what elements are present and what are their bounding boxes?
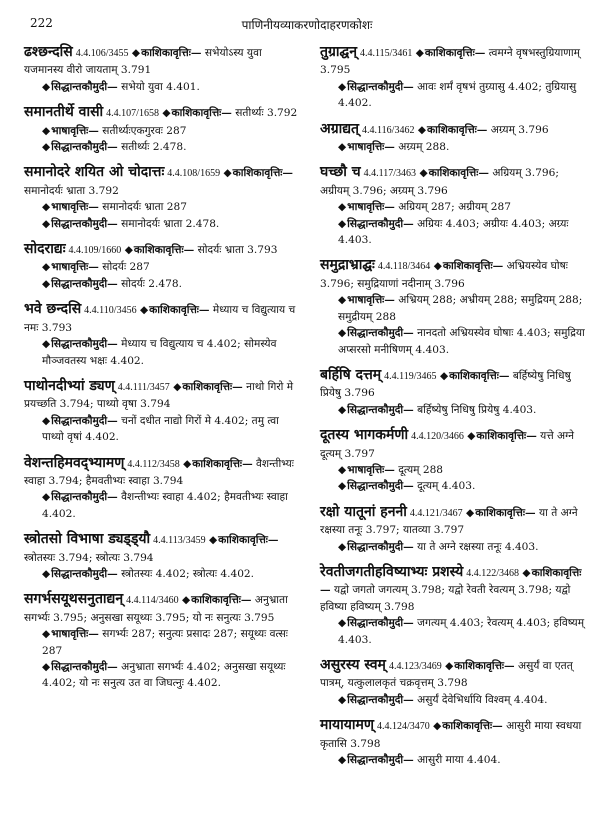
- commentary-source: ◆ भाषावृत्तिः—: [338, 141, 395, 153]
- commentary-citation: [125, 244, 278, 256]
- example-text: असुर्यं वा एतत् पात्रम्, यत्कुलालकृतं चक्रवृत्तम् 3.798: [320, 660, 573, 690]
- commentary-source: ◆ सिद्धान्तकौमुदी—: [42, 415, 118, 427]
- commentary-source: ◆ काशिकावृत्तिः—: [440, 370, 510, 382]
- commentary-source: ◆ सिद्धान्तकौमुदी—: [338, 480, 414, 492]
- sutra-entry: [320, 717, 590, 768]
- example-text: अभ्रियम् 288; अभ्रीयम् 288; समुद्रियम् 288; समुद्रीयम् 288: [338, 294, 583, 323]
- sutra-entry: [320, 44, 590, 112]
- example-text: मेध्याय च विद्युत्याय च 4.402; सोमस्येव मौञ्जवतस्य भक्षः 4.402.: [42, 338, 277, 367]
- sutra-headword: मायायामण्: [320, 717, 374, 734]
- sutra-reference: 4.4.124/3470: [376, 721, 430, 733]
- commentary-citation: [24, 123, 300, 139]
- commentary-source: ◆ भाषावृत्तिः—: [42, 261, 99, 273]
- sutra-headword: स्त्रोतसो विभाषा ड्यड्ड्यौ: [24, 531, 151, 548]
- sutra-reference: 4.4.106/3455: [75, 48, 129, 59]
- commentary-source: ◆ सिद्धान्तकौमुदी—: [338, 754, 414, 766]
- example-text: मेध्याय च विद्युत्याय च नमः 3.793: [24, 304, 296, 334]
- sutra-reference: 4.4.122/3468: [466, 567, 520, 579]
- commentary-source: ◆ सिद्धान्तकौमुदी—: [338, 541, 414, 553]
- commentary-citation: [24, 199, 300, 215]
- page-number: 222: [30, 16, 53, 30]
- sutra-reference: 4.4.118/3464: [377, 261, 431, 273]
- example-text: समानोदर्यः भ्राता 2.478.: [121, 217, 220, 230]
- sutra-entry: [320, 427, 590, 495]
- sutra-headword: वेशन्तहिमवद्भ्यामण्: [24, 454, 125, 471]
- sutra-headword: बर्हिषि दत्तम्: [320, 366, 382, 383]
- example-text: समानोदर्यः भ्राता 3.792: [24, 184, 119, 197]
- sutra-reference: 4.4.109/1660: [68, 245, 122, 257]
- sutra-headword: ढश्छन्दसि: [24, 44, 73, 60]
- commentary-citation: [24, 276, 300, 292]
- text-columns: [24, 44, 590, 777]
- example-text: नानदतो अभ्रियस्येव घोषाः 4.403; समुद्रिया अप्सरसो मनीषिणम् 4.403.: [338, 327, 585, 356]
- example-text: अग्र्यम् 3.796: [490, 123, 549, 136]
- example-text: नाथो गिरो मे प्रयच्छति 3.794; पाथ्यो वृषा 3.794: [24, 380, 294, 411]
- sutra-reference: 4.4.121/3467: [409, 507, 463, 519]
- example-text: असुर्यं देवेभिर्धायि विश्वम् 4.404.: [417, 693, 548, 706]
- running-head: [24, 14, 590, 36]
- sutra-headword: रक्षो यातूनां हननी: [320, 503, 407, 520]
- example-text: अग्र्यम् 288.: [398, 141, 450, 154]
- book-title: पाणिनीयव्याकरणोदाहरणकोशः: [241, 18, 373, 32]
- example-text: स्त्रोतस्यः 3.794; स्त्रोत्यः 3.794: [24, 551, 154, 564]
- commentary-source: ◆ सिद्धान्तकौमुदी—: [42, 661, 118, 673]
- commentary-source: ◆ सिद्धान्तकौमुदी—: [338, 218, 414, 230]
- sutra-reference: 4.4.117/3463: [363, 168, 417, 180]
- example-text: वैशन्तीभ्यः स्वाहा 4.402; हैमवतीभ्यः स्वाहा 4.402.: [42, 491, 288, 520]
- commentary-source: ◆ काशिकावृत्तिः—: [434, 260, 504, 272]
- sutra-reference: 4.4.123/3469: [388, 661, 442, 672]
- commentary-source: ◆ काशिकावृत्तिः—: [445, 660, 515, 672]
- example-text: आवः शर्मं वृषभं तुग्र्यासु 4.402; तुग्रियासु 4.402.: [338, 80, 577, 110]
- sutra-reference: 4.4.107/1658: [106, 108, 159, 120]
- commentary-source: ◆ काशिकावृत्तिः—: [418, 124, 488, 136]
- left-column: [24, 44, 300, 777]
- sutra-entry: [24, 241, 300, 292]
- commentary-source: ◆ काशिकावृत्तिः—: [162, 107, 232, 119]
- example-text: सतीर्थ्यःएकगुरवः 287: [102, 124, 187, 137]
- example-text: आसुरी माया स्वधया कृतासि 3.798: [320, 720, 582, 750]
- example-text: दूत्यम् 288: [398, 463, 444, 476]
- sutra-entry: [320, 121, 590, 156]
- example-text: त्वमग्ने वृषभस्तुग्रियाणाम् 3.795: [320, 47, 580, 77]
- sutra-headword: तुग्राद्घन्: [320, 44, 357, 60]
- commentary-citation: [24, 659, 300, 692]
- sutra-headword: दूतस्य भागकर्मणी: [320, 427, 409, 444]
- commentary-citation: [24, 489, 300, 522]
- commentary-source: ◆ भाषावृत्तिः—: [42, 628, 99, 640]
- commentary-source: ◆ काशिकावृत्तिः—: [183, 458, 253, 470]
- sutra-entry: [24, 44, 300, 95]
- sutra-entry: [24, 378, 300, 446]
- sutra-headword: समानोदरे शयित ओ चोदात्तः: [24, 164, 165, 181]
- sutra-entry: [320, 564, 590, 648]
- sutra-headword: रेवतीजगतीहविष्याभ्यः प्रशस्ये: [320, 563, 464, 580]
- example-text: यत्ते अग्ने दूत्यम् 3.797: [320, 430, 574, 460]
- example-text: सोदर्यः भ्राता 3.793: [197, 244, 278, 257]
- example-text: अनुभ्राता सगर्भ्यः 3.795; अनुसखा सयूथ्यः 3.795; यो नः सनुत्यः 3.795: [24, 594, 288, 624]
- sutra-reference: 4.4.111/3457: [117, 381, 170, 393]
- example-text: चनों दधीत नाद्यो गिरों मे 4.402; तमु त्वा पाथ्यो वृषां 4.402.: [42, 414, 279, 444]
- commentary-citation: [320, 79, 590, 112]
- sutra-entry: [24, 591, 300, 691]
- example-text: जगत्यम् 4.403; रेवत्यम् 4.403; हविष्यम् 4.403.: [338, 617, 585, 646]
- sutra-entry: [320, 257, 590, 357]
- sutra-entry: [24, 301, 300, 369]
- commentary-source: ◆ काशिकावृत्तिः—: [419, 167, 489, 179]
- commentary-source: ◆ काशिकावृत्तिः—: [223, 167, 293, 179]
- sutra-entry: [24, 531, 300, 582]
- commentary-source: ◆ काशिकावृत्तिः—: [125, 244, 195, 256]
- commentary-citation: [320, 402, 590, 418]
- commentary-source: ◆ भाषावृत्तिः—: [338, 201, 395, 213]
- sutra-reference: 4.4.116/3462: [362, 124, 415, 136]
- example-text: बर्हिष्येषु निधिषु प्रियेषु 3.796: [320, 369, 571, 400]
- commentary-source: ◆ भाषावृत्तिः—: [42, 201, 99, 213]
- commentary-source: ◆ काशिकावृत्तिः—: [416, 47, 486, 59]
- sutra-reference: 4.4.112/3458: [127, 458, 180, 470]
- sutra-reference: 4.4.119/3465: [384, 370, 437, 382]
- commentary-citation: [320, 752, 590, 768]
- example-text: समानोदर्यः भ्राता 287: [102, 201, 187, 214]
- example-text: दूत्यम् 4.403.: [417, 480, 476, 493]
- commentary-citation: [320, 478, 590, 494]
- sutra-reference: 4.4.114/3460: [126, 595, 179, 607]
- commentary-citation: [320, 216, 590, 249]
- example-text: वैशन्तीभ्यः स्वाहा 3.794; हैमवतीभ्यः स्वाहा 3.794: [24, 457, 294, 487]
- commentary-source: ◆ काशिकावृत्तिः—: [466, 507, 536, 519]
- commentary-source: ◆ सिद्धान्तकौमुदी—: [338, 81, 414, 93]
- commentary-citation: [24, 139, 300, 155]
- sutra-headword: अग्राद्यत्: [320, 120, 360, 137]
- commentary-source: ◆ काशिकावृत्तिः—: [209, 534, 279, 546]
- example-text: सभेयोऽस्य युवा यजमानस्य वीरो जायताम् 3.791: [24, 47, 262, 77]
- sutra-entry: [24, 164, 300, 232]
- commentary-source: ◆ काशिकावृत्तिः—: [132, 47, 202, 59]
- commentary-citation: [320, 199, 590, 215]
- commentary-source: ◆ भाषावृत्तिः—: [338, 464, 395, 476]
- example-text: अग्रियम् 3.796; अग्रीयम् 3.796; अग्र्यम् 3.796: [320, 167, 559, 197]
- commentary-citation: [24, 566, 300, 582]
- example-text: अनुभ्राता सगर्भ्यः 4.402; अनुसखा सयूथ्यः 4.402; यो नः सनुत्य उत वा जिघत्नुः 4.402.: [42, 661, 286, 690]
- sutra-headword: असुरस्य स्वम्: [320, 657, 386, 673]
- commentary-citation: [24, 259, 300, 275]
- commentary-citation: [320, 47, 580, 76]
- right-column: [320, 44, 590, 777]
- commentary-citation: [320, 325, 590, 358]
- commentary-source: ◆ सिद्धान्तकौमुदी—: [42, 338, 118, 350]
- example-text: अभ्रियस्येव घोषः 3.796; समुद्रियाणां नदीनाम् 3.796: [320, 260, 568, 290]
- commentary-source: ◆ भाषावृत्तिः—: [42, 125, 99, 137]
- sutra-reference: 4.4.115/3461: [359, 48, 413, 59]
- commentary-source: ◆ सिद्धान्तकौमुदी—: [42, 568, 118, 580]
- commentary-citation: [24, 336, 300, 369]
- commentary-citation: [24, 216, 300, 232]
- commentary-citation: [162, 107, 297, 119]
- commentary-source: ◆ सिद्धान्तकौमुदी—: [42, 81, 118, 93]
- example-text: आसुरी माया 4.404.: [417, 754, 501, 767]
- sutra-entry: [24, 455, 300, 523]
- example-text: स्त्रोतस्यः 4.402; स्त्रोत्यः 4.402.: [121, 567, 255, 580]
- sutra-entry: [24, 104, 300, 155]
- sutra-entry: [320, 657, 590, 708]
- sutra-reference: 4.4.108/1659: [167, 168, 221, 180]
- commentary-source: ◆ काशिकावृत्तिः—: [173, 381, 243, 393]
- sutra-entry: [320, 504, 590, 555]
- sutra-headword: पाथोनदीभ्यां ड्यण्: [24, 377, 115, 394]
- commentary-source: ◆ सिद्धान्तकौमुदी—: [42, 218, 118, 230]
- sutra-reference: 4.4.120/3466: [411, 431, 464, 443]
- commentary-source: ◆ सिद्धान्तकौमुदी—: [338, 327, 414, 339]
- example-text: या ते अग्ने रक्षस्या तनूः 4.403.: [417, 540, 539, 553]
- commentary-citation: [418, 124, 549, 136]
- sutra-reference: 4.4.113/3459: [153, 535, 206, 547]
- commentary-source: ◆ सिद्धान्तकौमुदी—: [338, 404, 414, 416]
- commentary-citation: [24, 626, 300, 659]
- commentary-citation: [320, 539, 590, 555]
- example-text: सतीर्थ्यः 2.478.: [121, 141, 187, 154]
- commentary-citation: [320, 139, 590, 155]
- sutra-entry: [320, 367, 590, 418]
- commentary-source: ◆ सिद्धान्तकौमुदी—: [338, 617, 414, 629]
- example-text: सोदर्यः 2.478.: [121, 277, 183, 290]
- example-text: अग्रियः 4.403; अग्रीयः 4.403; अग्र्यः 4.403.: [338, 217, 569, 247]
- sutra-headword: समुद्राभ्राद्घः: [320, 257, 375, 274]
- sutra-headword: समानतीर्थे वासी: [24, 104, 104, 121]
- sutra-reference: 4.4.110/3456: [84, 305, 137, 317]
- commentary-citation: [320, 462, 590, 478]
- sutra-headword: सोदराद्यः: [24, 241, 66, 258]
- commentary-source: ◆ सिद्धान्तकौमुदी—: [338, 694, 414, 706]
- commentary-source: ◆ सिद्धान्तकौमुदी—: [42, 141, 118, 153]
- example-text: अग्रियम् 287; अग्रीयम् 287: [398, 201, 511, 214]
- commentary-source: ◆ काशिकावृत्तिः—: [467, 430, 537, 442]
- commentary-citation: [24, 413, 300, 446]
- commentary-source: ◆ सिद्धान्तकौमुदी—: [42, 491, 118, 503]
- commentary-source: ◆ सिद्धान्तकौमुदी—: [42, 278, 118, 290]
- example-text: सतीर्थ्यः 3.792: [235, 107, 298, 120]
- example-text: बर्हिष्येषु निधिषु प्रियेषु 4.403.: [417, 403, 537, 416]
- commentary-source: ◆ काशिकावृत्तिः—: [182, 594, 252, 606]
- commentary-source: ◆ भाषावृत्तिः—: [338, 294, 395, 306]
- example-text: सभेयो युवा 4.401.: [121, 80, 200, 93]
- example-text: सोदर्यः 287: [102, 261, 150, 274]
- commentary-citation: [24, 79, 300, 95]
- commentary-source: ◆ काशिकावृत्तिः—: [140, 304, 210, 316]
- sutra-headword: सगर्भसयूथसनुताद्यन्: [24, 591, 124, 608]
- example-text: सगर्भ्यः 287; सनुत्यः प्रसादः 287; सयूथ्यः वत्सः 287: [42, 628, 288, 657]
- example-text: यद्वो जगतो जगत्यम् 3.798; यद्वो रेवती रेवत्यम् 3.798; यद्वो हविष्या हविष्यम् 3.798: [320, 584, 571, 613]
- sutra-headword: घच्छौ च: [320, 164, 361, 181]
- commentary-citation: [320, 615, 590, 648]
- commentary-source: ◆ काशिकावृत्तिः—: [320, 567, 581, 596]
- commentary-source: ◆ काशिकावृत्तिः—: [433, 720, 503, 732]
- commentary-citation: [320, 692, 590, 708]
- commentary-citation: [320, 292, 590, 325]
- sutra-headword: भवे छन्दसि: [24, 301, 82, 318]
- sutra-entry: [320, 164, 590, 248]
- example-text: या ते अग्ने रक्षस्या तनूः 3.797; यातव्या 3.797: [320, 506, 578, 537]
